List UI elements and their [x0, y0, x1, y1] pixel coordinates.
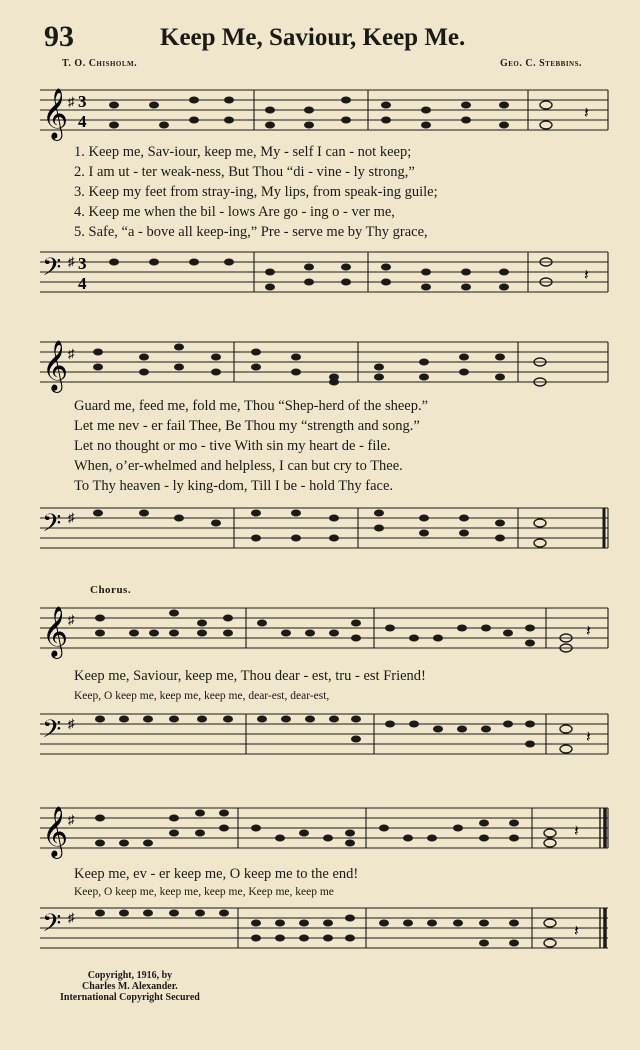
verse-line: 1. Keep me, Sav-iour, keep me, My - self I can - not keep;: [74, 144, 412, 160]
composer-credit: Geo. C. Stebbins.: [499, 58, 582, 69]
copyright-line: Charles M. Alexander.: [82, 981, 178, 992]
svg-text:4: 4: [78, 112, 87, 131]
svg-text:𝄞: 𝄞: [42, 340, 69, 391]
svg-text:♯: ♯: [68, 910, 75, 925]
verse-line: 4. Keep me when the bil - lows Are go - ing o - ver me,: [74, 204, 395, 220]
svg-text:𝄢: 𝄢: [42, 509, 62, 544]
svg-text:♯: ♯: [68, 94, 75, 109]
treble-staff: [34, 800, 614, 856]
lyricist-credit: T. O. Chisholm.: [62, 58, 138, 69]
svg-text:𝄞: 𝄞: [42, 806, 69, 857]
hymn-number: 93: [44, 20, 74, 53]
chorus-lyrics-1: [74, 666, 614, 686]
verse-lyrics-b: [74, 396, 614, 496]
chorus-alto-line: Keep, O keep me, keep me, keep me, dear-est, dear-est,: [74, 690, 330, 702]
verse-line: Let me nev - er fail Thee, Be Thou my “strength and song.”: [74, 418, 420, 434]
bass-staff: [34, 706, 614, 762]
verse-line: 3. Keep my feet from stray-ing, My lips, from speak-ing guile;: [74, 184, 438, 200]
svg-text:𝄢: 𝄢: [42, 909, 62, 944]
verse-line: Let no thought or mo - tive With sin my heart de - file.: [74, 438, 391, 454]
svg-text:𝄢: 𝄢: [42, 715, 62, 750]
bass-staff: [34, 500, 614, 556]
svg-text:𝄽: 𝄽: [584, 267, 589, 284]
svg-text:𝄽: 𝄽: [574, 823, 579, 840]
treble-staff: [34, 600, 614, 656]
verse-line: 2. I am ut - ter weak-ness, But Thou “di - vine - ly strong,”: [74, 164, 415, 180]
copyright-line: Copyright, 1916, by: [87, 970, 173, 981]
svg-text:3: 3: [78, 92, 87, 111]
verse-line: When, o’er-whelmed and helpless, I can but cry to Thee.: [74, 458, 403, 474]
verse-line: Guard me, feed me, fold me, Thou “Shep-herd of the sheep.”: [74, 398, 429, 414]
verse-line: To Thy heaven - ly king-dom, Till I be - hold Thy face.: [74, 478, 394, 494]
svg-text:𝄽: 𝄽: [586, 729, 591, 746]
chorus-label: Chorus.: [90, 584, 132, 596]
treble-staff: [34, 334, 614, 390]
svg-text:♯: ♯: [68, 716, 75, 731]
svg-text:𝄽: 𝄽: [574, 923, 579, 940]
svg-text:♯: ♯: [68, 254, 75, 269]
bass-staff: [34, 900, 614, 956]
svg-text:𝄽: 𝄽: [586, 623, 591, 640]
treble-staff: [34, 82, 614, 138]
bass-staff: [34, 244, 614, 300]
chorus-alto-lyrics-2: [74, 882, 614, 902]
verse-line: 5. Safe, “a - bove all keep-ing,” Pre - serve me by Thy grace,: [74, 224, 428, 240]
copyright-notice: [60, 970, 200, 1003]
svg-text:𝄢: 𝄢: [42, 253, 62, 288]
svg-text:♯: ♯: [68, 510, 75, 525]
chorus-line: Keep me, Saviour, keep me, Thou dear - est, tru - est Friend!: [74, 668, 426, 684]
svg-text:𝄽: 𝄽: [584, 105, 589, 122]
svg-text:♯: ♯: [68, 346, 75, 361]
hymn-title: Keep Me, Saviour, Keep Me.: [160, 24, 466, 51]
svg-text:3: 3: [78, 254, 87, 273]
svg-text:♯: ♯: [68, 612, 75, 627]
chorus-alto-line: Keep, O keep me, keep me, keep me, Keep me, keep me: [74, 886, 334, 898]
chorus-lyrics-2: [74, 864, 614, 884]
svg-text:𝄞: 𝄞: [42, 88, 69, 139]
svg-text:4: 4: [78, 274, 87, 293]
svg-text:𝄞: 𝄞: [42, 606, 69, 657]
copyright-line: International Copyright Secured: [60, 992, 200, 1003]
svg-text:♯: ♯: [68, 812, 75, 827]
chorus-line: Keep me, ev - er keep me, O keep me to the end!: [74, 866, 359, 882]
verse-lyrics-a: [74, 142, 614, 242]
chorus-alto-lyrics-1: [74, 686, 614, 706]
